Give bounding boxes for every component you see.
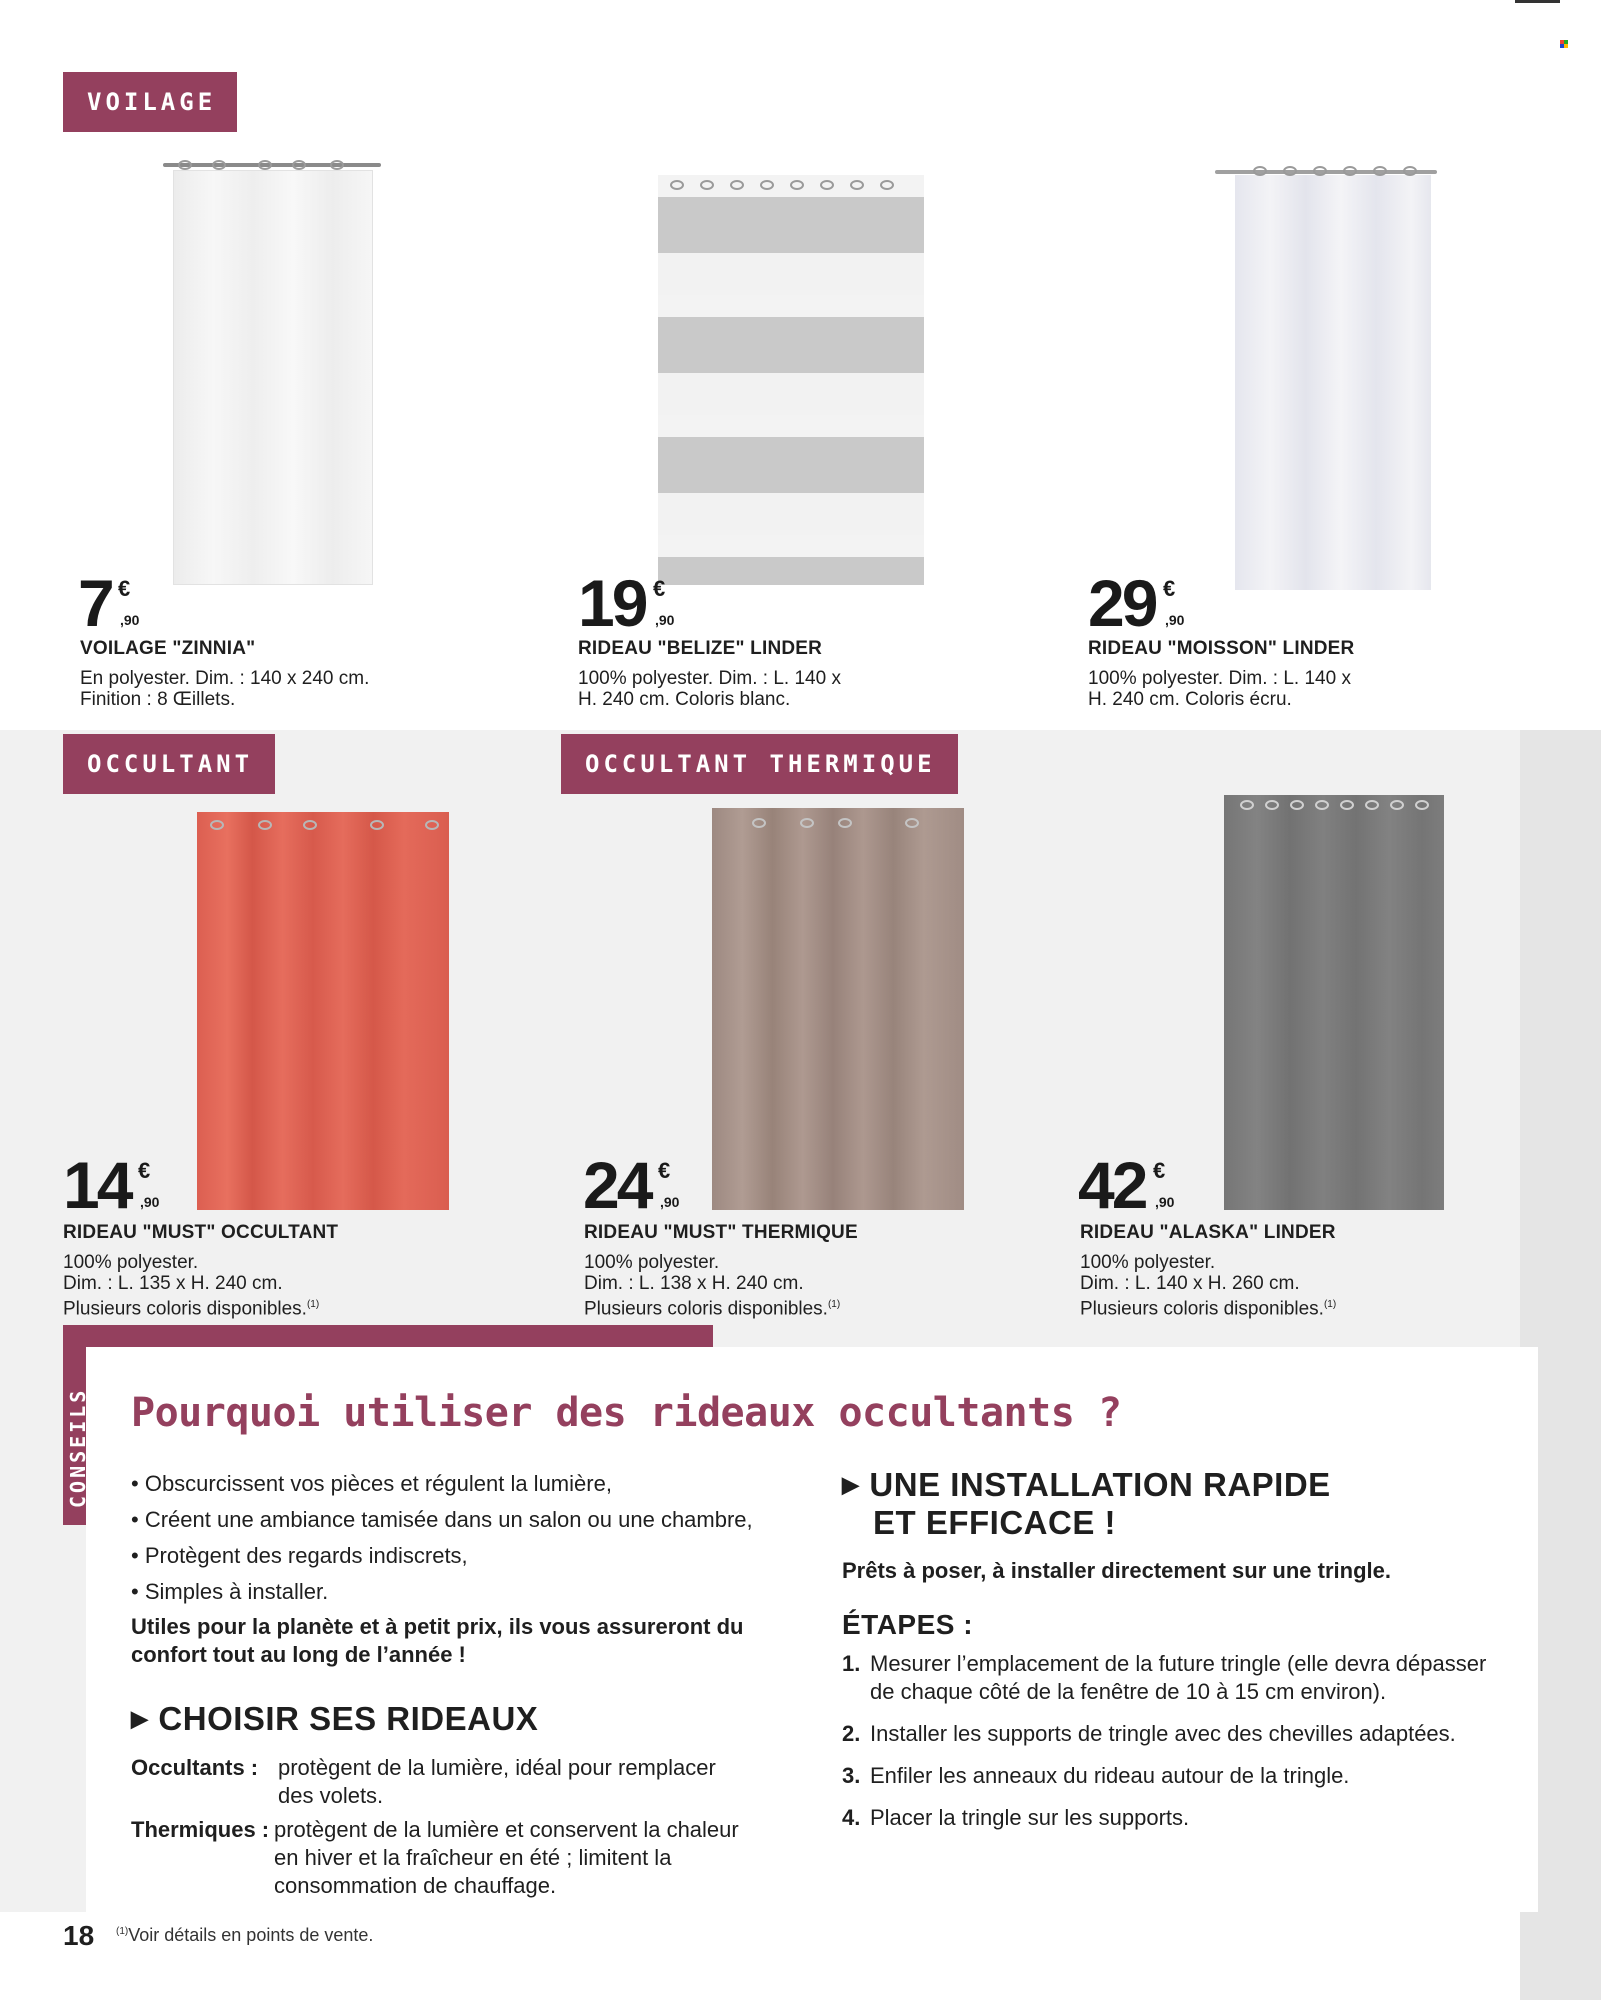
price-integer: 14	[63, 1148, 131, 1222]
definition-line: des volets.	[278, 1783, 384, 1808]
product-desc-voilage-zinnia	[80, 668, 369, 710]
advice-side-label: CONSEILS	[66, 1387, 90, 1508]
price-cents: ,90	[140, 1194, 160, 1210]
product-desc-rideau-must-thermique	[584, 1252, 840, 1319]
product-desc-rideau-must-occultant	[63, 1252, 319, 1319]
price-rideau-alaska	[1078, 1148, 1175, 1222]
product-name-rideau-must-occultant: RIDEAU "MUST" OCCULTANT	[63, 1222, 339, 1243]
price-currency: €	[1153, 1158, 1166, 1183]
definition-occultants-text	[278, 1754, 716, 1810]
footnote-marker: (1)	[827, 1299, 841, 1310]
product-desc-rideau-belize	[578, 668, 841, 710]
desc-text: Plusieurs coloris disponibles.	[584, 1298, 828, 1320]
product-desc-rideau-moisson	[1088, 668, 1351, 710]
definition-occultants	[131, 1754, 258, 1782]
footnote-marker: (1)	[306, 1299, 320, 1310]
definition-line: en hiver et la fraîcheur en été ; limitent la	[274, 1845, 672, 1870]
product-name-voilage-zinnia: VOILAGE "ZINNIA"	[80, 638, 256, 659]
desc-line	[1080, 1294, 1336, 1319]
price-integer: 7	[78, 566, 112, 640]
desc-line: 100% polyester.	[63, 1252, 199, 1273]
desc-line: Dim. : L. 140 x H. 260 cm.	[1080, 1273, 1300, 1294]
desc-text: Plusieurs coloris disponibles.	[63, 1298, 307, 1320]
closing-line: confort tout au long de l’année !	[131, 1642, 466, 1667]
product-desc-rideau-alaska	[1080, 1252, 1336, 1319]
choose-title: CHOISIR SES RIDEAUX	[158, 1700, 539, 1737]
price-currency: €	[138, 1158, 151, 1183]
step-text: Installer les supports de tringle avec des chevilles adaptées.	[870, 1721, 1456, 1746]
product-name-rideau-alaska: RIDEAU "ALASKA" LINDER	[1080, 1222, 1336, 1243]
install-title-1: UNE INSTALLATION RAPIDE	[869, 1466, 1331, 1503]
definition-term: Thermiques :	[131, 1817, 270, 1842]
footnote-text: Voir détails en points de vente.	[128, 1925, 374, 1945]
price-cents: ,90	[655, 612, 675, 628]
list-item	[842, 1720, 1486, 1748]
price-cents: ,90	[660, 1194, 680, 1210]
desc-line: 100% polyester.	[584, 1252, 720, 1273]
step-text: Mesurer l’emplacement de la future tringle (elle devra dépasser	[870, 1651, 1487, 1676]
price-rideau-moisson	[1088, 566, 1185, 640]
advice-bullet-list	[131, 1466, 753, 1610]
desc-line: 100% polyester. Dim. : L. 140 x	[1088, 668, 1351, 689]
step-number: 2.	[842, 1721, 861, 1746]
step-text: de chaque côté de la fenêtre de 10 à 15 cm environ).	[870, 1679, 1387, 1704]
price-currency: €	[658, 1158, 671, 1183]
footnote-marker: (1)	[1323, 1299, 1337, 1310]
product-name-rideau-moisson: RIDEAU "MOISSON" LINDER	[1088, 638, 1355, 659]
closing-line: Utiles pour la planète et à petit prix, ils vous assureront du	[131, 1614, 744, 1639]
steps-list	[842, 1650, 1486, 1846]
list-item: • Protègent des regards indiscrets,	[131, 1538, 753, 1574]
desc-line: En polyester. Dim. : 140 x 240 cm.	[80, 668, 370, 689]
section-label-voilage: VOILAGE	[63, 72, 237, 132]
product-name-rideau-must-thermique: RIDEAU "MUST" THERMIQUE	[584, 1222, 858, 1243]
color-dots-logo	[1560, 40, 1568, 48]
price-rideau-must-thermique	[583, 1148, 680, 1222]
price-cents: ,90	[1155, 1194, 1175, 1210]
step-number: 1.	[842, 1651, 861, 1676]
definition-line: protègent de la lumière et conservent la chaleur	[274, 1817, 739, 1842]
install-heading-line	[842, 1466, 1331, 1504]
install-title-2: ET EFFICACE !	[873, 1504, 1116, 1541]
definition-thermiques	[131, 1816, 269, 1844]
step-number: 3.	[842, 1763, 861, 1788]
price-rideau-belize	[578, 566, 675, 640]
definition-line: protègent de la lumière, idéal pour remplacer	[278, 1755, 716, 1780]
install-intro: Prêts à poser, à installer directement sur une tringle.	[842, 1558, 1391, 1583]
choose-curtains-heading	[131, 1700, 538, 1738]
price-currency: €	[118, 576, 131, 601]
step-text: Enfiler les anneaux du rideau autour de la tringle.	[870, 1763, 1350, 1788]
top-rule	[1515, 0, 1560, 3]
desc-text: Plusieurs coloris disponibles.	[1080, 1298, 1324, 1320]
advice-closing	[131, 1613, 743, 1669]
list-item: • Simples à installer.	[131, 1574, 753, 1610]
price-voilage-zinnia	[78, 566, 140, 640]
arrow-right-icon: ▶	[842, 1472, 860, 1497]
desc-line	[584, 1294, 840, 1319]
list-item: • Obscurcissent vos pièces et régulent la lumière,	[131, 1466, 753, 1502]
arrow-right-icon: ▶	[131, 1706, 149, 1731]
definition-thermiques-text	[274, 1816, 739, 1900]
price-integer: 29	[1088, 566, 1156, 640]
price-rideau-must-occultant	[63, 1148, 160, 1222]
desc-line: 100% polyester. Dim. : L. 140 x	[578, 668, 841, 689]
list-item	[842, 1650, 1486, 1706]
price-integer: 24	[583, 1148, 651, 1222]
price-currency: €	[653, 576, 666, 601]
section-label-occultant-thermique: OCCULTANT THERMIQUE	[561, 734, 958, 794]
advice-title: Pourquoi utiliser des rideaux occultants ?	[131, 1390, 1122, 1436]
list-item	[842, 1762, 1486, 1790]
price-currency: €	[1163, 576, 1176, 601]
price-cents: ,90	[120, 612, 140, 628]
price-cents: ,90	[1165, 612, 1185, 628]
step-number: 4.	[842, 1805, 861, 1830]
definition-term: Occultants :	[131, 1755, 259, 1780]
footnote	[116, 1925, 373, 1946]
install-heading	[842, 1466, 1331, 1542]
desc-line: Dim. : L. 135 x H. 240 cm.	[63, 1273, 283, 1294]
desc-line: Dim. : L. 138 x H. 240 cm.	[584, 1273, 804, 1294]
price-integer: 42	[1078, 1148, 1146, 1222]
step-text: Placer la tringle sur les supports.	[870, 1805, 1190, 1830]
desc-line: H. 240 cm. Coloris écru.	[1088, 689, 1292, 710]
list-item	[842, 1804, 1486, 1832]
footnote-marker: (1)	[116, 1926, 129, 1937]
list-item: • Créent une ambiance tamisée dans un salon ou une chambre,	[131, 1502, 753, 1538]
page-number: 18	[63, 1920, 95, 1951]
price-integer: 19	[578, 566, 646, 640]
desc-line	[63, 1294, 319, 1319]
product-name-rideau-belize: RIDEAU "BELIZE" LINDER	[578, 638, 823, 659]
section-label-occultant: OCCULTANT	[63, 734, 275, 794]
definition-line: consommation de chauffage.	[274, 1873, 557, 1898]
steps-title: ÉTAPES :	[842, 1609, 974, 1640]
desc-line: 100% polyester.	[1080, 1252, 1216, 1273]
desc-line: H. 240 cm. Coloris blanc.	[578, 689, 791, 710]
desc-line: Finition : 8 Œillets.	[80, 689, 236, 710]
